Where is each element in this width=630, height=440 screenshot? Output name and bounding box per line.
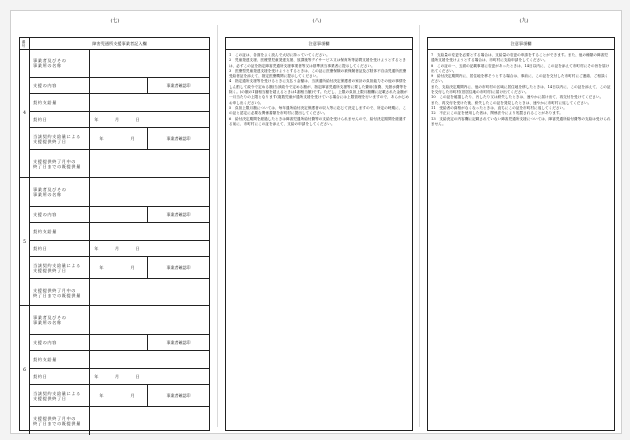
row-label (29, 257, 90, 279)
provider-confirm-seal[interactable]: 事業者確認印 (147, 78, 209, 94)
table-row-provider (29, 178, 209, 206)
note-item: 8 この証の一、五面の記載事項に変更があったときは、14日以内に、この証を添えて市町村にその旨を届け出てください。 (431, 63, 610, 73)
date-unit-year: 年 (94, 246, 99, 251)
notes-body (226, 50, 412, 127)
table-row-end (29, 127, 209, 150)
table-row-date (29, 111, 209, 128)
note-item: 2 児童発達支援、医療型児童発達支援、放課後等デイサービス又は保育所等訪問支援を受けようとするときは、必ずこの証を指定障害児通所支援事業者等又は基準該当事業者に提示してください。 (229, 58, 406, 68)
date-unit-month: 月 (130, 393, 135, 398)
row-label-text: 当該契約支給量による (33, 262, 81, 268)
table-row-date (29, 240, 209, 257)
table-row-content (29, 206, 209, 223)
note-item: 1 この証は、各面をよく読んで大切に持っていてください。 (229, 53, 330, 57)
provider-entry-table (19, 37, 210, 431)
row-label (29, 49, 90, 77)
number-column-header: 番号 (20, 38, 30, 49)
date-unit-month: 月 (114, 117, 120, 122)
panel-8-label: (八) (312, 18, 322, 24)
table-row-provider (29, 306, 209, 334)
note-item: 3 医療型児童発達支援を受けようとするときは、この証に医療保険の被保険者証及び肢体不自由児通所医療受給者証を添えて、指定医療機関に提示してください。 (229, 68, 407, 79)
certificate-sheet (10, 10, 622, 434)
row-label-text: 終了日までの既提供量 (33, 421, 81, 426)
note-item: 7 支給量の変更を必要とする場合は、支給量の変更の申請をすることができます。また、他の種類の障害児通所支援を受けようとする場合は、市町村に支給申請をしてください。 (431, 53, 608, 63)
table-row-used (29, 149, 209, 178)
table-row-used (29, 406, 209, 435)
date-unit-year: 年 (94, 117, 99, 122)
provider-group (20, 177, 209, 306)
row-label-text: 支援提供終了月中の (33, 158, 77, 164)
row-label-text: 支援提供終了日 (33, 396, 67, 401)
date-field[interactable] (86, 128, 148, 150)
row-label (29, 223, 90, 241)
provider-confirm-seal[interactable]: 事業者確認印 (147, 385, 209, 407)
date-unit-month: 月 (114, 246, 120, 251)
row-label-text: 事業者及びその (33, 314, 67, 320)
row-label (29, 369, 90, 385)
provider-group (20, 49, 209, 177)
row-label-text: 支援提供終了日 (33, 268, 67, 273)
row-label (29, 241, 90, 257)
table-row-qty (29, 222, 209, 241)
date-unit-month: 月 (130, 265, 135, 270)
row-label-text: 支援の内容 (33, 212, 57, 218)
table-row-used (29, 278, 209, 307)
note-item: 13 支給決定の内容欄に記載されていない障害児通所支援については、障害児通所給付費等の支給は受けられません。 (431, 116, 611, 126)
date-field[interactable] (86, 112, 148, 128)
row-label-text: 契約日 (33, 374, 48, 380)
notes-panel-9 (427, 37, 615, 431)
row-label-text: 当該契約支給量による (33, 133, 81, 139)
table-row-qty (29, 350, 209, 369)
provider-group (20, 305, 209, 434)
row-label (29, 306, 90, 334)
table-row-provider (29, 49, 209, 77)
note-item: 12 不正にこの証を使用した者は、関係法令により処罰されることがあります。 (431, 111, 563, 116)
row-label-text: 当該契約支給量による (33, 390, 81, 396)
row-label-text: 支援の内容 (33, 340, 57, 346)
group-number: 6 (20, 306, 30, 434)
row-label-text: 契約日 (33, 246, 48, 252)
provider-confirm-seal[interactable]: 事業者確認印 (147, 128, 209, 150)
row-label-text: 事業者及びその (33, 57, 67, 63)
row-label-text: 終了日までの既提供量 (33, 164, 81, 169)
date-field[interactable] (86, 257, 148, 279)
notes-panel-8 (225, 37, 413, 431)
row-label (29, 178, 90, 206)
row-label (29, 150, 90, 178)
row-label (29, 335, 90, 351)
fold-divider-right (419, 25, 420, 427)
date-field[interactable] (86, 241, 148, 257)
fold-divider-left (217, 25, 218, 427)
row-label (29, 351, 90, 369)
row-label-text: 支援提供終了日 (33, 139, 67, 144)
date-unit-year: 年 (99, 393, 104, 398)
provider-confirm-seal[interactable]: 事業者確認印 (147, 257, 209, 279)
row-label-text: 事業所の名称 (33, 63, 62, 68)
row-label (29, 112, 90, 128)
group-number: 5 (20, 178, 30, 306)
table-row-end (29, 384, 209, 407)
row-label (29, 78, 90, 94)
row-label (29, 207, 90, 223)
table-row-content (29, 334, 209, 351)
note-item: 6 給付決定期間を経過したときは障害児通所給付費等の支給を受けられませんので、給付決定期間を経過する前に、市町村にこの証を添えて、支給の申請をしてください。 (229, 116, 407, 126)
provider-confirm-seal[interactable]: 事業者確認印 (147, 335, 209, 351)
row-label (29, 94, 90, 112)
group-number: 4 (20, 49, 30, 177)
table-row-content (29, 77, 209, 94)
notes-body (428, 50, 614, 127)
notes-heading: 注意事項欄 (428, 38, 614, 50)
panel-9-label: (九) (519, 18, 529, 24)
provider-confirm-seal[interactable]: 事業者確認印 (147, 207, 209, 223)
note-item: 10 この証を破損したり、汚したり又は紛失したときは、速やかに届け出て、再交付を受けてください。 (431, 95, 604, 100)
row-label-text: 契約支給量 (33, 100, 57, 106)
note-item: 4 指定通所支援等を受けるときに支払う金額は、当該通所給付決定保護者の家計の負担能力その他の事情をしん酌して政令で定める額(当該政令で定める額が、指定障害児通所支援等に要した費用(食費、光熱水費等を除く。)の額の1割相当額を超えるときは1割相当額)です。ただし、上限の負担上限月額欄に記載された金額が一月当たりの上限となります(複数児童が通所支援を受けている場合には上限管理を行いますので、あらかじめお申し出ください)。 (229, 79, 409, 105)
row-label (29, 385, 90, 407)
row-label-text: 契約支給量 (33, 357, 57, 363)
row-label-text: 事業所の名称 (33, 320, 62, 325)
note-item: 11 受給者の資格がなくなったときは、直ちにこの証を市町村に返してください。 (431, 105, 567, 110)
table-title: 障害児通所支援事業者記入欄 (92, 40, 147, 46)
date-unit-year: 年 (99, 265, 104, 270)
notes-heading: 注意事項欄 (226, 38, 412, 50)
date-unit-year: 年 (94, 374, 99, 379)
row-label-text: 契約支給量 (33, 229, 57, 235)
date-unit-day: 日 (135, 246, 140, 251)
note-item: また、支給決定期間内に、他の市町村の区域に居住地を移したときは、14日以内に、この証を添えて、この証を交付した市町村(旧居住地の市町村)に届け出てください。 (431, 84, 611, 95)
table-row-end (29, 256, 209, 279)
date-unit-day: 日 (135, 117, 140, 122)
note-item: また、再交付を受けた後、紛失したこの証を発見したときは、速やかに市町村に返してください。 (431, 100, 592, 105)
date-field[interactable] (86, 369, 148, 385)
row-label (29, 407, 90, 435)
row-label (29, 279, 90, 307)
table-row-date (29, 368, 209, 385)
date-unit-year: 年 (99, 136, 104, 141)
row-label-text: 支援提供終了月中の (33, 415, 77, 421)
date-field[interactable] (86, 385, 148, 407)
row-label-text: 契約日 (33, 117, 48, 123)
note-item: 5 負担上限月額については、毎年通所給付決定保護者の収入等に応じて決定しますので、所定の時期に、この証と認定に必要な関係書類を市町村に提出してください。 (229, 105, 407, 116)
table-row-qty (29, 93, 209, 112)
date-unit-month: 月 (130, 136, 135, 141)
row-label-text: 事業所の名称 (33, 192, 62, 197)
row-label-text: 終了日までの既提供量 (33, 293, 81, 298)
date-unit-month: 月 (114, 374, 120, 379)
row-label (29, 128, 90, 150)
row-label-text: 事業者及びその (33, 186, 67, 192)
panel-7-label: (七) (110, 18, 120, 24)
date-unit-day: 日 (135, 374, 140, 379)
row-label-text: 支援の内容 (33, 83, 57, 89)
row-label-text: 支援提供終了月中の (33, 287, 77, 293)
note-item: 9 給付決定期間内に、居住地を移そうとする場合は、事前に、この証を交付した市町村にご連絡、ご相談ください。 (431, 74, 609, 84)
